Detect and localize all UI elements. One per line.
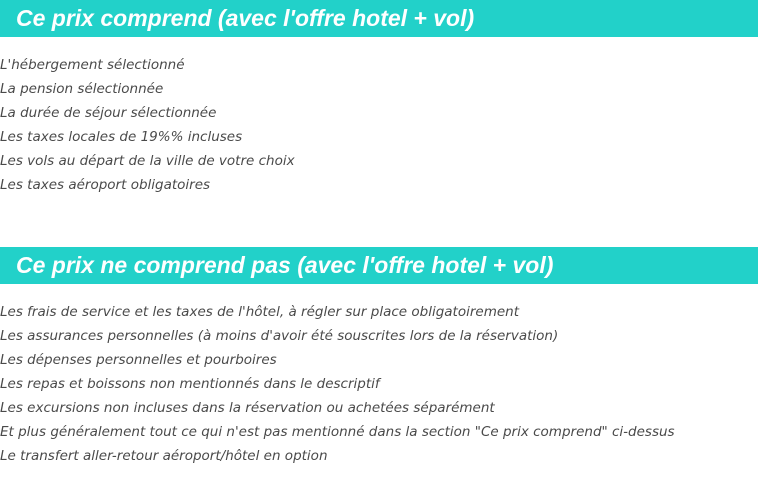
list-item: La pension sélectionnée [0, 81, 164, 97]
list-item: L'hébergement sélectionné [0, 57, 185, 73]
list-item: Et plus généralement tout ce qui n'est pas mentionné dans la section "Ce prix comprend" ci-dessus [0, 424, 675, 440]
includes-section-header [0, 0, 758, 37]
excludes-section-title: Ce prix ne comprend pas (avec l'offre hotel + vol) [16, 252, 554, 278]
list-item: Les vols au départ de la ville de votre choix [0, 153, 295, 169]
list-item: Les frais de service et les taxes de l'hôtel, à régler sur place obligatoirement [0, 304, 520, 320]
includes-section-title: Ce prix comprend (avec l'offre hotel + vol) [16, 5, 475, 31]
excludes-list [0, 300, 758, 468]
list-item: Les assurances personnelles (à moins d'avoir été souscrites lors de la réservation) [0, 328, 559, 344]
list-item: Le transfert aller-retour aéroport/hôtel en option [0, 448, 328, 464]
list-item: Les excursions non incluses dans la réservation ou achetées séparément [0, 400, 495, 416]
list-item: Les taxes locales de 19%% incluses [0, 129, 243, 145]
list-item: Les taxes aéroport obligatoires [0, 177, 211, 193]
list-item: Les repas et boissons non mentionnés dans le descriptif [0, 376, 380, 392]
excludes-section-header [0, 247, 758, 284]
list-item: La durée de séjour sélectionnée [0, 105, 217, 121]
list-item: Les dépenses personnelles et pourboires [0, 352, 277, 368]
includes-list [0, 53, 758, 197]
